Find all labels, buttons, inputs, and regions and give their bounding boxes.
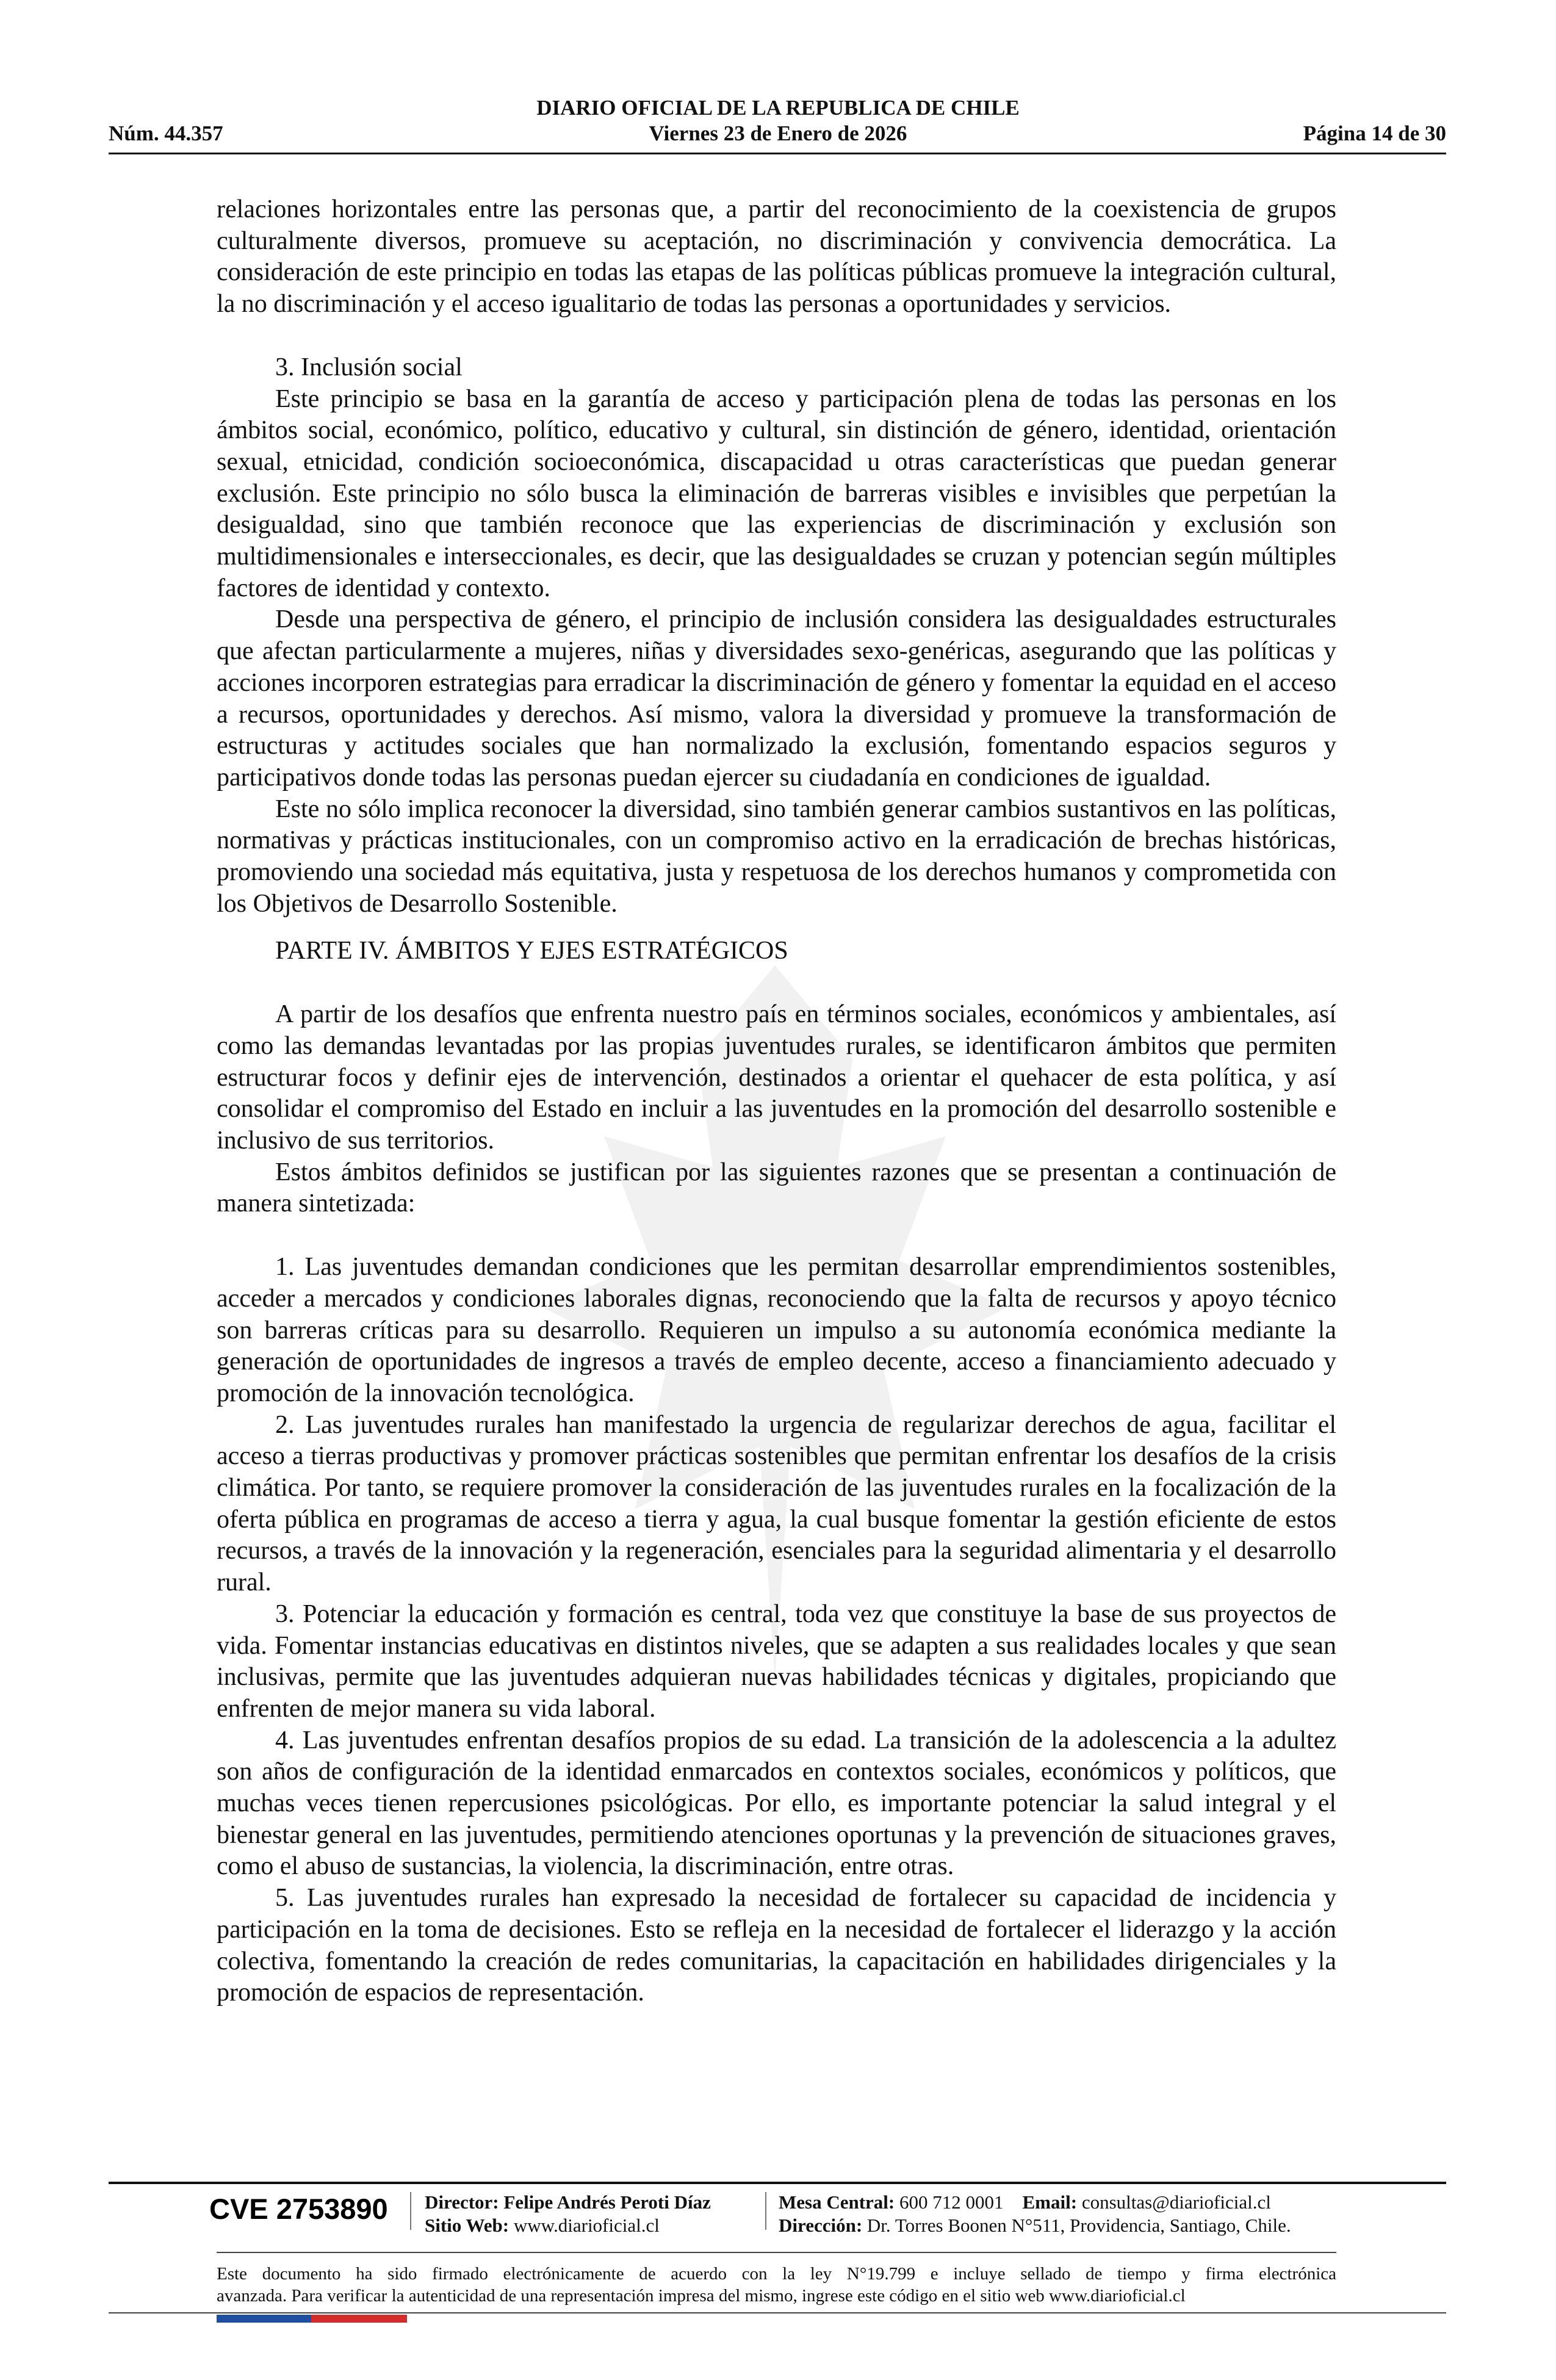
director-name: Felipe Andrés Peroti Díaz (503, 2191, 711, 2213)
footer-rule (109, 2182, 1446, 2184)
flag-stripe-blue (217, 2315, 311, 2323)
list-item: 2. Las juventudes rurales han manifestado la urgencia de regularizar derechos de agua, facilitar el acceso a tierras productivas y promover prácticas sostenibles que permitan enfrentar los desafíos de la crisis climática. Por tanto, se requiere promover la consideración de las juventudes rurales en la focalización de la oferta pública en programas de acceso a tierra y agua, la cual busque fomentar la gestión eficiente de estos recursos, a través de la innovación y la regeneración, esenciales para la seguridad alimentaria y el desarrollo rural. (217, 1410, 1336, 1597)
cve-code: CVE 2753890 (209, 2193, 388, 2225)
footer-inner-rule (217, 2252, 1336, 2253)
director-label: Director: (425, 2191, 499, 2213)
paragraph-intro: relaciones horizontales entre las personas que, a partir del reconocimiento de la coexistencia de grupos culturalmente diversos, promueve su aceptación, no discriminación y convivencia democrática. La consideración de este principio en todas las etapas de las políticas públicas promueve la integración cultural, la no discriminación y el acceso igualitario de todas las personas a oportunidades y servicios. (217, 195, 1336, 319)
part-heading: PARTE IV. ÁMBITOS Y EJES ESTRATÉGICOS (275, 937, 788, 965)
site-link[interactable]: www.diarioficial.cl (513, 2215, 660, 2236)
signature-note-line: avanzada. Para verificar la autenticidad de una representación impresa del mismo, ingrese este código en el sitio web www.diarioficial.cl (217, 2286, 1186, 2306)
footer-contact-block (779, 2191, 1291, 2237)
issue-number: Núm. 44.357 (109, 121, 223, 145)
page-number: Página 14 de 30 (1303, 121, 1446, 145)
signature-note (217, 2263, 1336, 2307)
list-item: 5. Las juventudes rurales han expresado la necesidad de fortalecer su capacidad de incidencia y participación en la toma de decisiones. Esto se refleja en la necesidad de fortalecer el liderazgo y la acción colectiva, fomentando la creación de redes comunitarias, la capacitación en habilidades dirigenciales y la promoción de espacios de representación. (217, 1884, 1336, 2007)
footer-divider (410, 2192, 411, 2230)
paragraph-inclusion-2: Desde una perspectiva de género, el principio de inclusión considera las desigualdades estructurales que afectan particularmente a mujeres, niñas y diversidades sexo-genéricas, asegurando que las políticas y acciones incorporen estrategias para erradicar la discriminación de género y fomentar la equidad en el acceso a recursos, oportunidades y derechos. Así mismo, valora la diversidad y promueve la transformación de estructuras y actitudes sociales que han normalizado la exclusión, fomentando espacios seguros y participativos donde todas las personas puedan ejercer su ciudadanía en condiciones de igualdad. (217, 605, 1336, 792)
paragraph-part-2: Estos ámbitos definidos se justifican por las siguientes razones que se presentan a continuación de manera sintetizada: (217, 1158, 1336, 1218)
flag-stripe-red (311, 2315, 407, 2323)
address-label: Dirección: (779, 2215, 863, 2236)
issue-date: Viernes 23 de Enero de 2026 (649, 121, 907, 145)
footer-divider (765, 2192, 766, 2230)
header-rule (109, 153, 1446, 154)
email-link[interactable]: consultas@diarioficial.cl (1081, 2191, 1271, 2213)
list-item: 3. Potenciar la educación y formación es central, toda vez que constituye la base de sus proyectos de vida. Fomentar instancias educativas en distintos niveles, que se adapten a sus realidades locales y que sean inclusivas, permite que las juventudes adquieran nuevas habilidades técnicas y digitales, propiciando que enfrenten de mejor manera su vida laboral. (217, 1599, 1336, 1723)
phone-value: 600 712 0001 (899, 2191, 1004, 2213)
paragraph-part-1: A partir de los desafíos que enfrenta nuestro país en términos sociales, económicos y ambientales, así como las demandas levantadas por las propias juventudes rurales, se identificaron ámbitos que permiten estructurar focos y definir ejes de intervención, destinados a orientar el quehacer de esta política, y así consolidar el compromiso del Estado en incluir a las juventudes en la promoción del desarrollo sostenible e inclusivo de sus territorios. (217, 1000, 1336, 1155)
footer-director-block (425, 2191, 711, 2237)
paragraph-inclusion-1: Este principio se basa en la garantía de acceso y participación plena de todas las personas en los ámbitos social, económico, político, educativo y cultural, sin distinción de género, identidad, orientación sexual, etnicidad, condición socioeconómica, discapacidad u otras características que puedan generar exclusión. Este principio no sólo busca la eliminación de barreras visibles e invisibles que perpetúan la desigualdad, sino que también reconoce que las experiencias de discriminación y exclusión son multidimensionales e interseccionales, es decir, que las desigualdades se cruzan y potencian según múltiples factores de identidad y contexto. (217, 384, 1336, 602)
list-item: 4. Las juventudes enfrentan desafíos propios de su edad. La transición de la adolescencia a la adultez son años de configuración de la identidad enmarcados en contextos sociales, económicos y políticos, que muchas veces tienen repercusiones psicológicas. Por ello, es importante potenciar la salud integral y el bienestar general en las juventudes, permitiendo atenciones oportunas y la prevención de situaciones graves, como el abuso de sustancias, la violencia, la discriminación, entre otras. (217, 1726, 1336, 1881)
document-body (217, 194, 1336, 2009)
paragraph-inclusion-3: Este no sólo implica reconocer la diversidad, sino también generar cambios sustantivos en las políticas, normativas y prácticas institucionales, con un compromiso activo en la erradicación de brechas históricas, promoviendo una sociedad más equitativa, justa y respetuosa de los derechos humanos y comprometida con los Objetivos de Desarrollo Sostenible. (217, 795, 1336, 918)
email-label: Email: (1022, 2191, 1078, 2213)
section-heading-inclusion: 3. Inclusión social (275, 353, 463, 381)
journal-name: DIARIO OFICIAL DE LA REPUBLICA DE CHILE (536, 96, 1020, 120)
signature-note-line: Este documento ha sido firmado electrónicamente de acuerdo con la ley N°19.799 e incluye sellado de tiempo y firma electrónica (217, 2264, 1336, 2284)
site-label: Sitio Web: (425, 2215, 510, 2236)
footer-bottom-rule (109, 2312, 1446, 2313)
list-item: 1. Las juventudes demandan condiciones que les permitan desarrollar emprendimientos sostenibles, acceder a mercados y condiciones laborales dignas, reconociendo que la falta de recursos y apoyo técnico son barreras críticas para su desarrollo. Requieren un impulso a su autonomía económica mediante la generación de oportunidades de ingresos a través de empleo decente, acceso a financiamiento adecuado y promoción de la innovación tecnológica. (217, 1253, 1336, 1407)
phone-label: Mesa Central: (779, 2191, 895, 2213)
address-value: Dr. Torres Boonen N°511, Providencia, Santiago, Chile. (866, 2215, 1291, 2236)
